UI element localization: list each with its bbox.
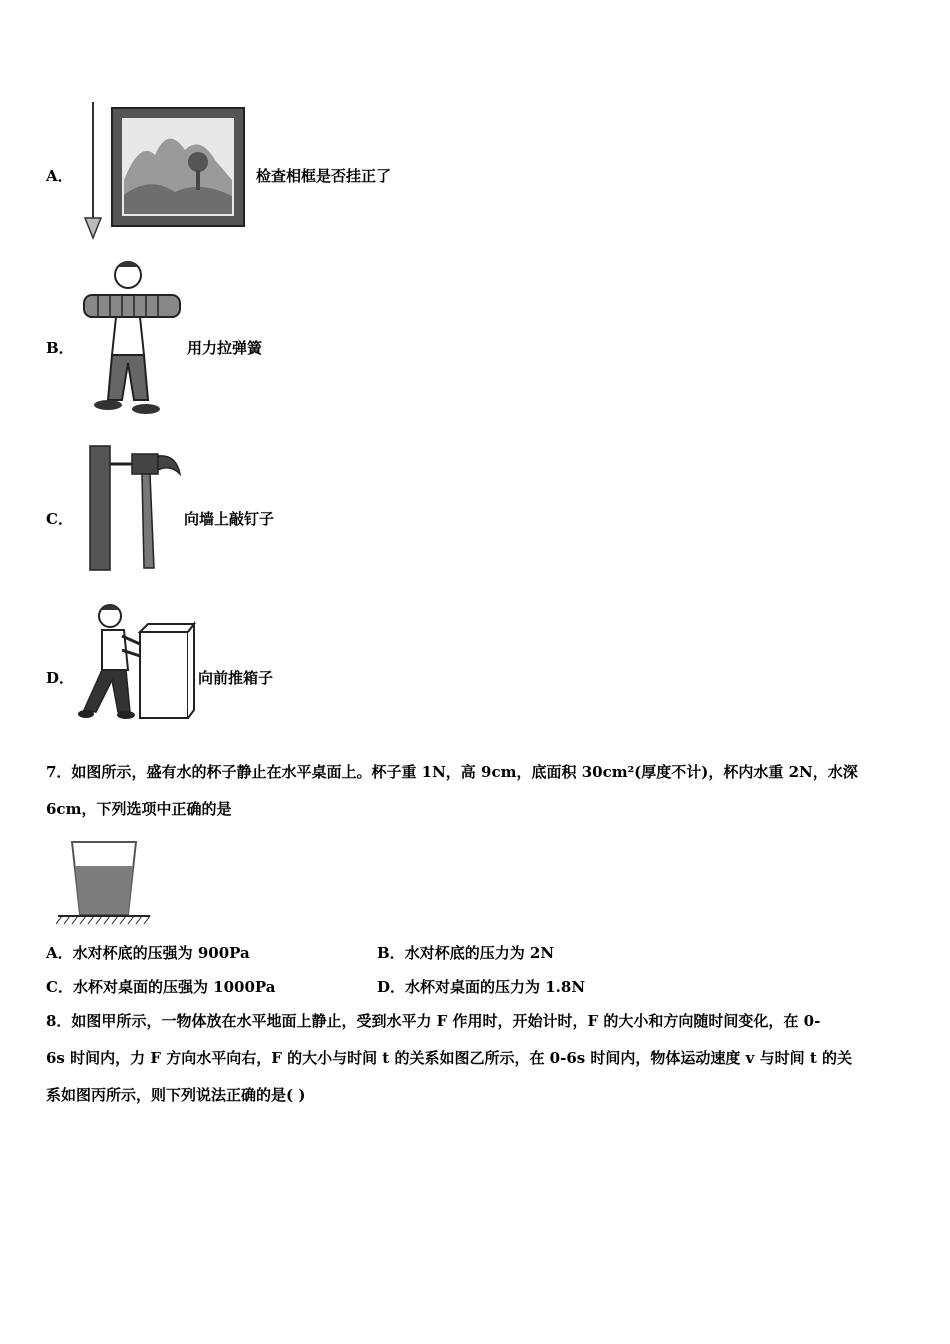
plumb-frame-image	[80, 100, 250, 240]
option-b-letter: B．	[46, 339, 74, 357]
q7-option-d: D．水杯对桌面的压力为 1.8N	[377, 978, 586, 996]
hammer-nail-image	[88, 444, 183, 572]
q7-line-1: 7．如图所示，盛有水的杯子静止在水平桌面上。杯子重 1N，高 9cm，底面积 30cm²(厚度不计)，杯内水重 2N，水深	[46, 763, 858, 781]
push-box-image	[74, 600, 196, 722]
water-cup-image	[56, 838, 152, 926]
option-c-letter: C．	[46, 510, 73, 528]
option-d-letter: D．	[46, 669, 75, 687]
man-spring-image	[78, 255, 186, 420]
q7-line-2: 6cm，下列选项中正确的是	[46, 800, 232, 818]
q8-line-3: 系如图丙所示，则下列说法正确的是( )	[46, 1086, 306, 1104]
q7-option-b: B．水对杯底的压力为 2N	[377, 944, 555, 962]
q7-option-a: A．水对杯底的压强为 900Pa	[46, 944, 250, 962]
option-a-text: 检查相框是否挂正了	[256, 167, 392, 185]
option-d-text: 向前推箱子	[198, 669, 274, 687]
q8-line-2: 6s 时间内，力 F 方向水平向右，F 的大小与时间 t 的关系如图乙所示，在 0-6s 时间内，物体运动速度 v 与时间 t 的关	[46, 1049, 852, 1067]
q7-option-c: C．水杯对桌面的压强为 1000Pa	[46, 978, 276, 996]
option-b-text: 用力拉弹簧	[187, 339, 263, 357]
option-c-text: 向墙上敲钉子	[184, 510, 275, 528]
option-a-letter: A．	[46, 167, 73, 185]
q8-line-1: 8．如图甲所示，一物体放在水平地面上静止，受到水平力 F 作用时，开始计时，F 的大小和方向随时间变化，在 0-	[46, 1012, 821, 1030]
